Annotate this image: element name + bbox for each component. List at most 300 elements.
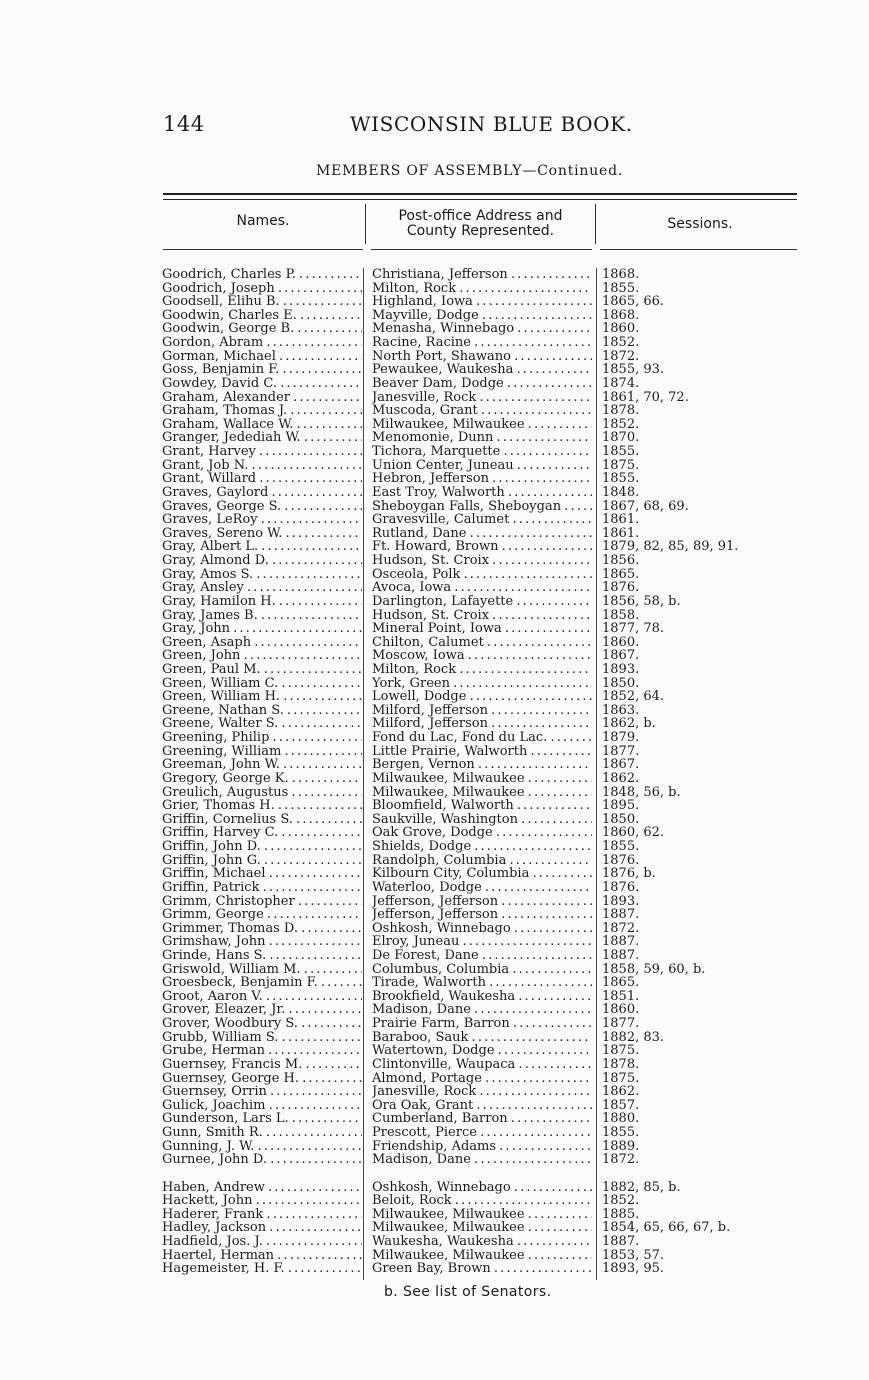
table-row [0, 309, 869, 323]
member-name: Griffin, Patrick . . . [162, 881, 362, 895]
member-sessions: 1865. [602, 976, 640, 990]
member-name: Gray, Hamilon H. . . . [162, 595, 362, 609]
member-sessions: 1867. [602, 649, 640, 663]
member-name: Gray, James B. . . . [162, 609, 362, 623]
member-name: Griffin, John G. . . . [162, 854, 362, 868]
member-name: Guernsey, Orrin . . . [162, 1085, 362, 1099]
member-name: Gurnee, John D. . . . [162, 1153, 362, 1167]
header-underline [371, 249, 592, 250]
table-row [0, 935, 869, 949]
member-sessions: 1855, 93. [602, 363, 665, 377]
table-row [0, 881, 869, 895]
member-sessions: 1848, 56, b. [602, 785, 681, 800]
table-row [0, 295, 869, 309]
member-sessions: 1893. [602, 662, 640, 677]
member-sessions: 1855. [602, 1126, 640, 1140]
table-row [0, 391, 869, 405]
table-row [0, 908, 869, 922]
member-address: Osceola, Polk . . . [372, 568, 592, 582]
table-row [0, 445, 869, 459]
table-row [0, 1208, 869, 1222]
member-name: Griffin, Michael . . . [162, 867, 362, 881]
column-header-address-line1: Post-office Address and [398, 208, 563, 224]
member-sessions: 1856, 58, b. [602, 594, 681, 609]
table-row [0, 922, 869, 936]
table-row [0, 1262, 869, 1276]
member-address: Menomonie, Dunn . . . [372, 431, 592, 445]
member-address: Madison, Dane . . . [372, 1003, 592, 1017]
table-row [0, 731, 869, 745]
column-header-address-line2: County Represented. [406, 223, 555, 239]
table-row [0, 1153, 869, 1167]
table-row [0, 772, 869, 786]
member-name: Greulich, Augustus . . . [162, 786, 362, 800]
table-row [0, 758, 869, 772]
member-name: Goodrich, Charles P. . . . [162, 268, 362, 282]
member-sessions: 1852. [602, 417, 640, 432]
member-name: Griswold, William M. . . . [162, 963, 362, 977]
member-name: Gordon, Abram . . . [162, 336, 362, 350]
header-divider [365, 204, 366, 244]
table-row [0, 472, 869, 486]
table-row [0, 677, 869, 691]
header-divider [595, 204, 596, 244]
member-name: Goodsell, Elihu B. . . . [162, 295, 362, 309]
book-title: WISCONSIN BLUE BOOK. [350, 112, 633, 136]
member-name: Griffin, John D. . . . [162, 840, 362, 854]
table-row [0, 799, 869, 813]
member-sessions: 1855. [602, 281, 640, 296]
member-name: Greeman, John W. . . . [162, 758, 362, 772]
member-name: Grover, Eleazer, Jr. . . . [162, 1003, 362, 1017]
top-rule-thick [163, 193, 797, 195]
member-name: Graham, Wallace W. . . . [162, 418, 362, 432]
table-row [0, 1112, 869, 1126]
member-name: Gray, Albert L. . . . [162, 540, 362, 554]
member-name: Hackett, John . . . [162, 1194, 362, 1208]
member-name: Hadley, Jackson . . . [162, 1221, 362, 1235]
table-row [0, 976, 869, 990]
member-sessions: 1879. [602, 731, 640, 745]
member-sessions: 1852. [602, 1194, 640, 1208]
table-row [0, 1003, 869, 1017]
member-address: Milwaukee, Milwaukee . . . [372, 418, 592, 432]
member-address: Beaver Dam, Dodge . . . [372, 377, 592, 391]
member-name: Grimshaw, John . . . [162, 935, 362, 949]
member-name: Graves, Gaylord . . . [162, 486, 362, 500]
table-row [0, 404, 869, 418]
member-sessions: 1872. [602, 349, 640, 364]
member-sessions: 1862. [602, 771, 640, 786]
table-row [0, 568, 869, 582]
member-sessions: 1863. [602, 703, 640, 718]
member-address: Saukville, Washington . . . [372, 813, 592, 827]
member-address: Waukesha, Waukesha . . . [372, 1235, 592, 1249]
table-row [0, 486, 869, 500]
section-subtitle: MEMBERS OF ASSEMBLY—Continued. [316, 163, 624, 179]
table-row [0, 554, 869, 568]
member-name: Granger, Jedediah W. . . . [162, 431, 362, 445]
member-sessions: 1878. [602, 404, 640, 418]
table-row [0, 1140, 869, 1154]
member-sessions: 1876. [602, 581, 640, 595]
member-address: Milton, Rock . . . [372, 282, 592, 296]
table-row [0, 1044, 869, 1058]
member-address: Milton, Rock . . . [372, 663, 592, 677]
member-name: Greening, Philip . . . [162, 731, 362, 745]
member-sessions: 1865. [602, 567, 640, 582]
member-address: Milwaukee, Milwaukee . . . [372, 786, 592, 800]
member-address: Chilton, Calumet . . . [372, 636, 592, 650]
member-address: Brookfield, Waukesha . . . [372, 990, 592, 1004]
member-name: Greene, Nathan S. . . . [162, 704, 362, 718]
table-row [0, 1017, 869, 1031]
member-name: Grover, Woodbury S. . . . [162, 1017, 362, 1031]
table-row [0, 527, 869, 541]
member-name: Grant, Harvey . . . [162, 445, 362, 459]
member-address: Muscoda, Grant . . . [372, 404, 592, 418]
member-sessions: 1852, 64. [602, 690, 665, 704]
column-header-sessions: Sessions. [667, 216, 733, 232]
member-name: Hadfield, Jos. J. . . . [162, 1235, 362, 1249]
member-sessions: 1855. [602, 840, 640, 854]
member-name: Gray, John . . . [162, 622, 362, 636]
member-sessions: 1876. [602, 853, 640, 868]
table-row [0, 336, 869, 350]
table-row [0, 704, 869, 718]
member-address: Oshkosh, Winnebago . . . [372, 1181, 592, 1195]
table-row [0, 1072, 869, 1086]
member-name: Gunn, Smith R. . . . [162, 1126, 362, 1140]
member-address: De Forest, Dane . . . [372, 949, 592, 963]
member-sessions: 1879, 82, 85, 89, 91. [602, 540, 739, 554]
member-sessions: 1872. [602, 1153, 640, 1167]
member-name: Goodrich, Joseph . . . [162, 282, 362, 296]
table-row [0, 1085, 869, 1099]
member-address: Randolph, Columbia . . . [372, 854, 592, 868]
table-row [0, 1058, 869, 1072]
member-address: York, Green . . . [372, 677, 592, 691]
member-sessions: 1860. [602, 635, 640, 650]
member-address: Racine, Racine . . . [372, 336, 592, 350]
table-row [0, 459, 869, 473]
member-sessions: 1875. [602, 458, 640, 473]
member-address: Ft. Howard, Brown . . . [372, 540, 592, 554]
member-address: Jefferson, Jefferson . . . [372, 895, 592, 909]
member-address: Milwaukee, Milwaukee . . . [372, 772, 592, 786]
member-name: Grier, Thomas H. . . . [162, 799, 362, 813]
member-address: Pewaukee, Waukesha . . . [372, 363, 592, 377]
member-sessions: 1876. [602, 880, 640, 895]
member-address: Prescott, Pierce . . . [372, 1126, 592, 1140]
page-number: 144 [163, 112, 205, 136]
member-address: Elroy, Juneau . . . [372, 935, 592, 949]
member-address: Baraboo, Sauk . . . [372, 1031, 592, 1045]
member-sessions: 1880. [602, 1112, 640, 1127]
member-address: Sheboygan Falls, Sheboygan . . . [372, 500, 592, 514]
member-sessions: 1893, 95. [602, 1262, 665, 1276]
member-address: Clintonville, Waupaca . . . [372, 1058, 592, 1072]
member-sessions: 1889. [602, 1139, 640, 1154]
member-address: Hudson, St. Croix . . . [372, 554, 592, 568]
member-address: Highland, Iowa . . . [372, 295, 592, 309]
member-name: Grimm, George . . . [162, 908, 362, 922]
member-sessions: 1877. [602, 744, 640, 759]
member-name: Graves, George S. . . . [162, 500, 362, 514]
member-address: Milwaukee, Milwaukee . . . [372, 1221, 592, 1235]
member-address: Kilbourn City, Columbia . . . [372, 867, 592, 881]
member-address: Milford, Jefferson . . . [372, 704, 592, 718]
member-address: Janesville, Rock . . . [372, 391, 592, 405]
member-address: East Troy, Walworth . . . [372, 486, 592, 500]
table-row [0, 826, 869, 840]
member-name: Guernsey, George H. . . . [162, 1072, 362, 1086]
table-row [0, 649, 869, 663]
member-address: Prairie Farm, Barron . . . [372, 1017, 592, 1031]
table-row [0, 595, 869, 609]
table-row [0, 840, 869, 854]
member-sessions: 1887. [602, 935, 640, 949]
member-sessions: 1887. [602, 1235, 640, 1249]
table-row [0, 1194, 869, 1208]
member-address: Milwaukee, Milwaukee . . . [372, 1208, 592, 1222]
member-sessions: 1856. [602, 554, 640, 568]
table-row [0, 990, 869, 1004]
member-address: Almond, Portage . . . [372, 1072, 592, 1086]
table-row [0, 1249, 869, 1263]
member-name: Gray, Ansley . . . [162, 581, 362, 595]
member-address: Jefferson, Jefferson . . . [372, 908, 592, 922]
member-sessions: 1882, 83. [602, 1030, 665, 1045]
member-sessions: 1848. [602, 485, 640, 500]
member-address: Hebron, Jefferson . . . [372, 472, 592, 486]
table-row [0, 1167, 869, 1181]
member-address: Columbus, Columbia . . . [372, 963, 592, 977]
member-sessions: 1862, b. [602, 717, 656, 732]
member-name: Haben, Andrew . . . [162, 1181, 362, 1195]
member-name: Graves, LeRoy . . . [162, 513, 362, 527]
top-rule-thin [163, 199, 797, 200]
member-sessions: 1855. [602, 445, 640, 459]
member-name: Gray, Almond D. . . . [162, 554, 362, 568]
member-address: Mineral Point, Iowa . . . [372, 622, 592, 636]
member-name: Gulick, Joachim . . . [162, 1099, 362, 1113]
member-address: Beloit, Rock . . . [372, 1194, 592, 1208]
member-address: Watertown, Dodge . . . [372, 1044, 592, 1058]
column-header-names: Names. [236, 213, 290, 229]
table-row [0, 786, 869, 800]
member-address: Avoca, Iowa . . . [372, 581, 592, 595]
member-address: Oshkosh, Winnebago . . . [372, 922, 592, 936]
member-sessions: 1861. [602, 513, 640, 527]
table-row [0, 1031, 869, 1045]
member-sessions: 1850. [602, 676, 640, 691]
member-sessions: 1855. [602, 472, 640, 486]
member-address: Christiana, Jefferson . . . [372, 268, 592, 282]
member-sessions: 1877, 78. [602, 622, 665, 636]
member-name: Gray, Amos S. . . . [162, 568, 362, 582]
member-name: Gowdey, David C. . . . [162, 377, 362, 391]
member-address: Oak Grove, Dodge . . . [372, 826, 592, 840]
member-address: Moscow, Iowa . . . [372, 649, 592, 663]
member-name: Haertel, Herman . . . [162, 1249, 362, 1263]
member-name: Haderer, Frank . . . [162, 1208, 362, 1222]
member-sessions: 1857. [602, 1098, 640, 1113]
member-address: Cumberland, Barron . . . [372, 1112, 592, 1126]
member-sessions: 1893. [602, 894, 640, 909]
member-address: Ora Oak, Grant . . . [372, 1099, 592, 1113]
table-row [0, 690, 869, 704]
member-name: Green, John . . . [162, 649, 362, 663]
table-row [0, 609, 869, 623]
member-sessions: 1858. [602, 608, 640, 623]
table-row [0, 963, 869, 977]
member-address: Madison, Dane . . . [372, 1153, 592, 1167]
member-address: Fond du Lac, Fond du Lac. . . . [372, 731, 592, 745]
member-address: Janesville, Rock . . . [372, 1085, 592, 1099]
member-name: Greene, Walter S. . . . [162, 717, 362, 731]
table-row [0, 282, 869, 296]
member-address: Gravesville, Calumet . . . [372, 513, 592, 527]
member-sessions: 1872. [602, 921, 640, 936]
header-underline [600, 249, 797, 250]
table-row [0, 540, 869, 554]
member-name: Green, William C. . . . [162, 677, 362, 691]
member-sessions: 1885. [602, 1207, 640, 1222]
member-sessions: 1877. [602, 1017, 640, 1031]
member-address: Waterloo, Dodge . . . [372, 881, 592, 895]
member-name: Goodwin, George B. . . . [162, 322, 362, 336]
table-row [0, 581, 869, 595]
member-name: Grimm, Christopher . . . [162, 895, 362, 909]
member-sessions: 1875. [602, 1044, 640, 1058]
member-name: Groesbeck, Benjamin F. . . . [162, 976, 362, 990]
table-row [0, 350, 869, 364]
member-address: North Port, Shawano . . . [372, 350, 592, 364]
member-name: Graham, Thomas J. . . . [162, 404, 362, 418]
member-name: Griffin, Cornelius S. . . . [162, 813, 362, 827]
member-sessions: 1895. [602, 799, 640, 813]
member-address: Darlington, Lafayette . . . [372, 595, 592, 609]
table-row [0, 431, 869, 445]
column-header-address [368, 209, 593, 239]
member-name: Graves, Sereno W. . . . [162, 527, 362, 541]
table-row [0, 377, 869, 391]
member-name: Goodwin, Charles E. . . . [162, 309, 362, 323]
member-sessions: 1882, 85, b. [602, 1180, 681, 1195]
member-sessions: 1860. [602, 322, 640, 337]
member-name: Guernsey, Francis M. . . . [162, 1058, 362, 1072]
member-name: Green, William H. . . . [162, 690, 362, 704]
member-address: Menasha, Winnebago . . . [372, 322, 592, 336]
member-sessions: 1853, 57. [602, 1248, 665, 1263]
member-sessions: 1874. [602, 376, 640, 391]
member-address: Milford, Jefferson . . . [372, 717, 592, 731]
member-name: Gunderson, Lars L. . . . [162, 1112, 362, 1126]
table-row [0, 1221, 869, 1235]
member-sessions: 1875. [602, 1071, 640, 1086]
table-row [0, 895, 869, 909]
table-row [0, 322, 869, 336]
table-row [0, 867, 869, 881]
member-name: Grubb, William S. . . . [162, 1031, 362, 1045]
member-name: Griffin, Harvey C. . . . [162, 826, 362, 840]
member-sessions: 1854, 65, 66, 67, b. [602, 1221, 731, 1235]
member-address: Friendship, Adams . . . [372, 1140, 592, 1154]
member-address: Bloomfield, Walworth . . . [372, 799, 592, 813]
member-sessions: 1868. [602, 308, 640, 323]
member-name: Gorman, Michael . . . [162, 350, 362, 364]
table-row [0, 513, 869, 527]
table-row [0, 268, 869, 282]
member-address: Tirade, Walworth . . . [372, 976, 592, 990]
member-address: Lowell, Dodge . . . [372, 690, 592, 704]
table-row [0, 854, 869, 868]
member-name: Grube, Herman . . . [162, 1044, 362, 1058]
member-sessions: 1860, 62. [602, 826, 665, 840]
member-address: Union Center, Juneau . . . [372, 459, 592, 473]
member-sessions: 1887. [602, 949, 640, 963]
member-sessions: 1852. [602, 336, 640, 350]
member-address: Tichora, Marquette . . . [372, 445, 592, 459]
member-sessions: 1850. [602, 812, 640, 827]
member-name: Gregory, George K. . . . [162, 772, 362, 786]
table-row [0, 622, 869, 636]
member-sessions: 1851. [602, 989, 640, 1004]
table-row [0, 1126, 869, 1140]
table-row [0, 1181, 869, 1195]
member-sessions: 1860. [602, 1003, 640, 1018]
member-sessions: 1878. [602, 1057, 640, 1072]
member-address: Little Prairie, Walworth . . . [372, 745, 592, 759]
member-name: Grant, Job N. . . . [162, 459, 362, 473]
table-row [0, 500, 869, 514]
member-address: Milwaukee, Milwaukee . . . [372, 1249, 592, 1263]
member-sessions: 1858, 59, 60, b. [602, 962, 706, 977]
member-address: Hudson, St. Croix . . . [372, 609, 592, 623]
page-header [163, 112, 633, 142]
member-sessions: 1861, 70, 72. [602, 390, 689, 405]
member-name: Grinde, Hans S. . . . [162, 949, 362, 963]
member-sessions: 1876, b. [602, 867, 656, 881]
member-name: Greening, William . . . [162, 745, 362, 759]
table-row [0, 636, 869, 650]
footnote: b. See list of Senators. [384, 1284, 552, 1300]
member-sessions: 1867. [602, 758, 640, 772]
member-sessions: 1870. [602, 431, 640, 446]
member-sessions: 1862. [602, 1085, 640, 1099]
table-row [0, 949, 869, 963]
member-name: Graham, Alexander . . . [162, 391, 362, 405]
member-name: Grant, Willard . . . [162, 472, 362, 486]
member-name: Grimmer, Thomas D. . . . [162, 922, 362, 936]
member-name: Green, Asaph . . . [162, 636, 362, 650]
table-row [0, 717, 869, 731]
table-row [0, 663, 869, 677]
table-row [0, 363, 869, 377]
member-address: Mayville, Dodge . . . [372, 309, 592, 323]
table-row [0, 745, 869, 759]
member-name: Green, Paul M. . . . [162, 663, 362, 677]
member-name: Groot, Aaron V. . . . [162, 990, 362, 1004]
header-underline [163, 249, 363, 250]
table-row [0, 418, 869, 432]
table-row [0, 813, 869, 827]
member-address: Shields, Dodge . . . [372, 840, 592, 854]
member-sessions: 1861. [602, 526, 640, 541]
member-address: Green Bay, Brown . . . [372, 1262, 592, 1276]
member-address: Bergen, Vernon . . . [372, 758, 592, 772]
